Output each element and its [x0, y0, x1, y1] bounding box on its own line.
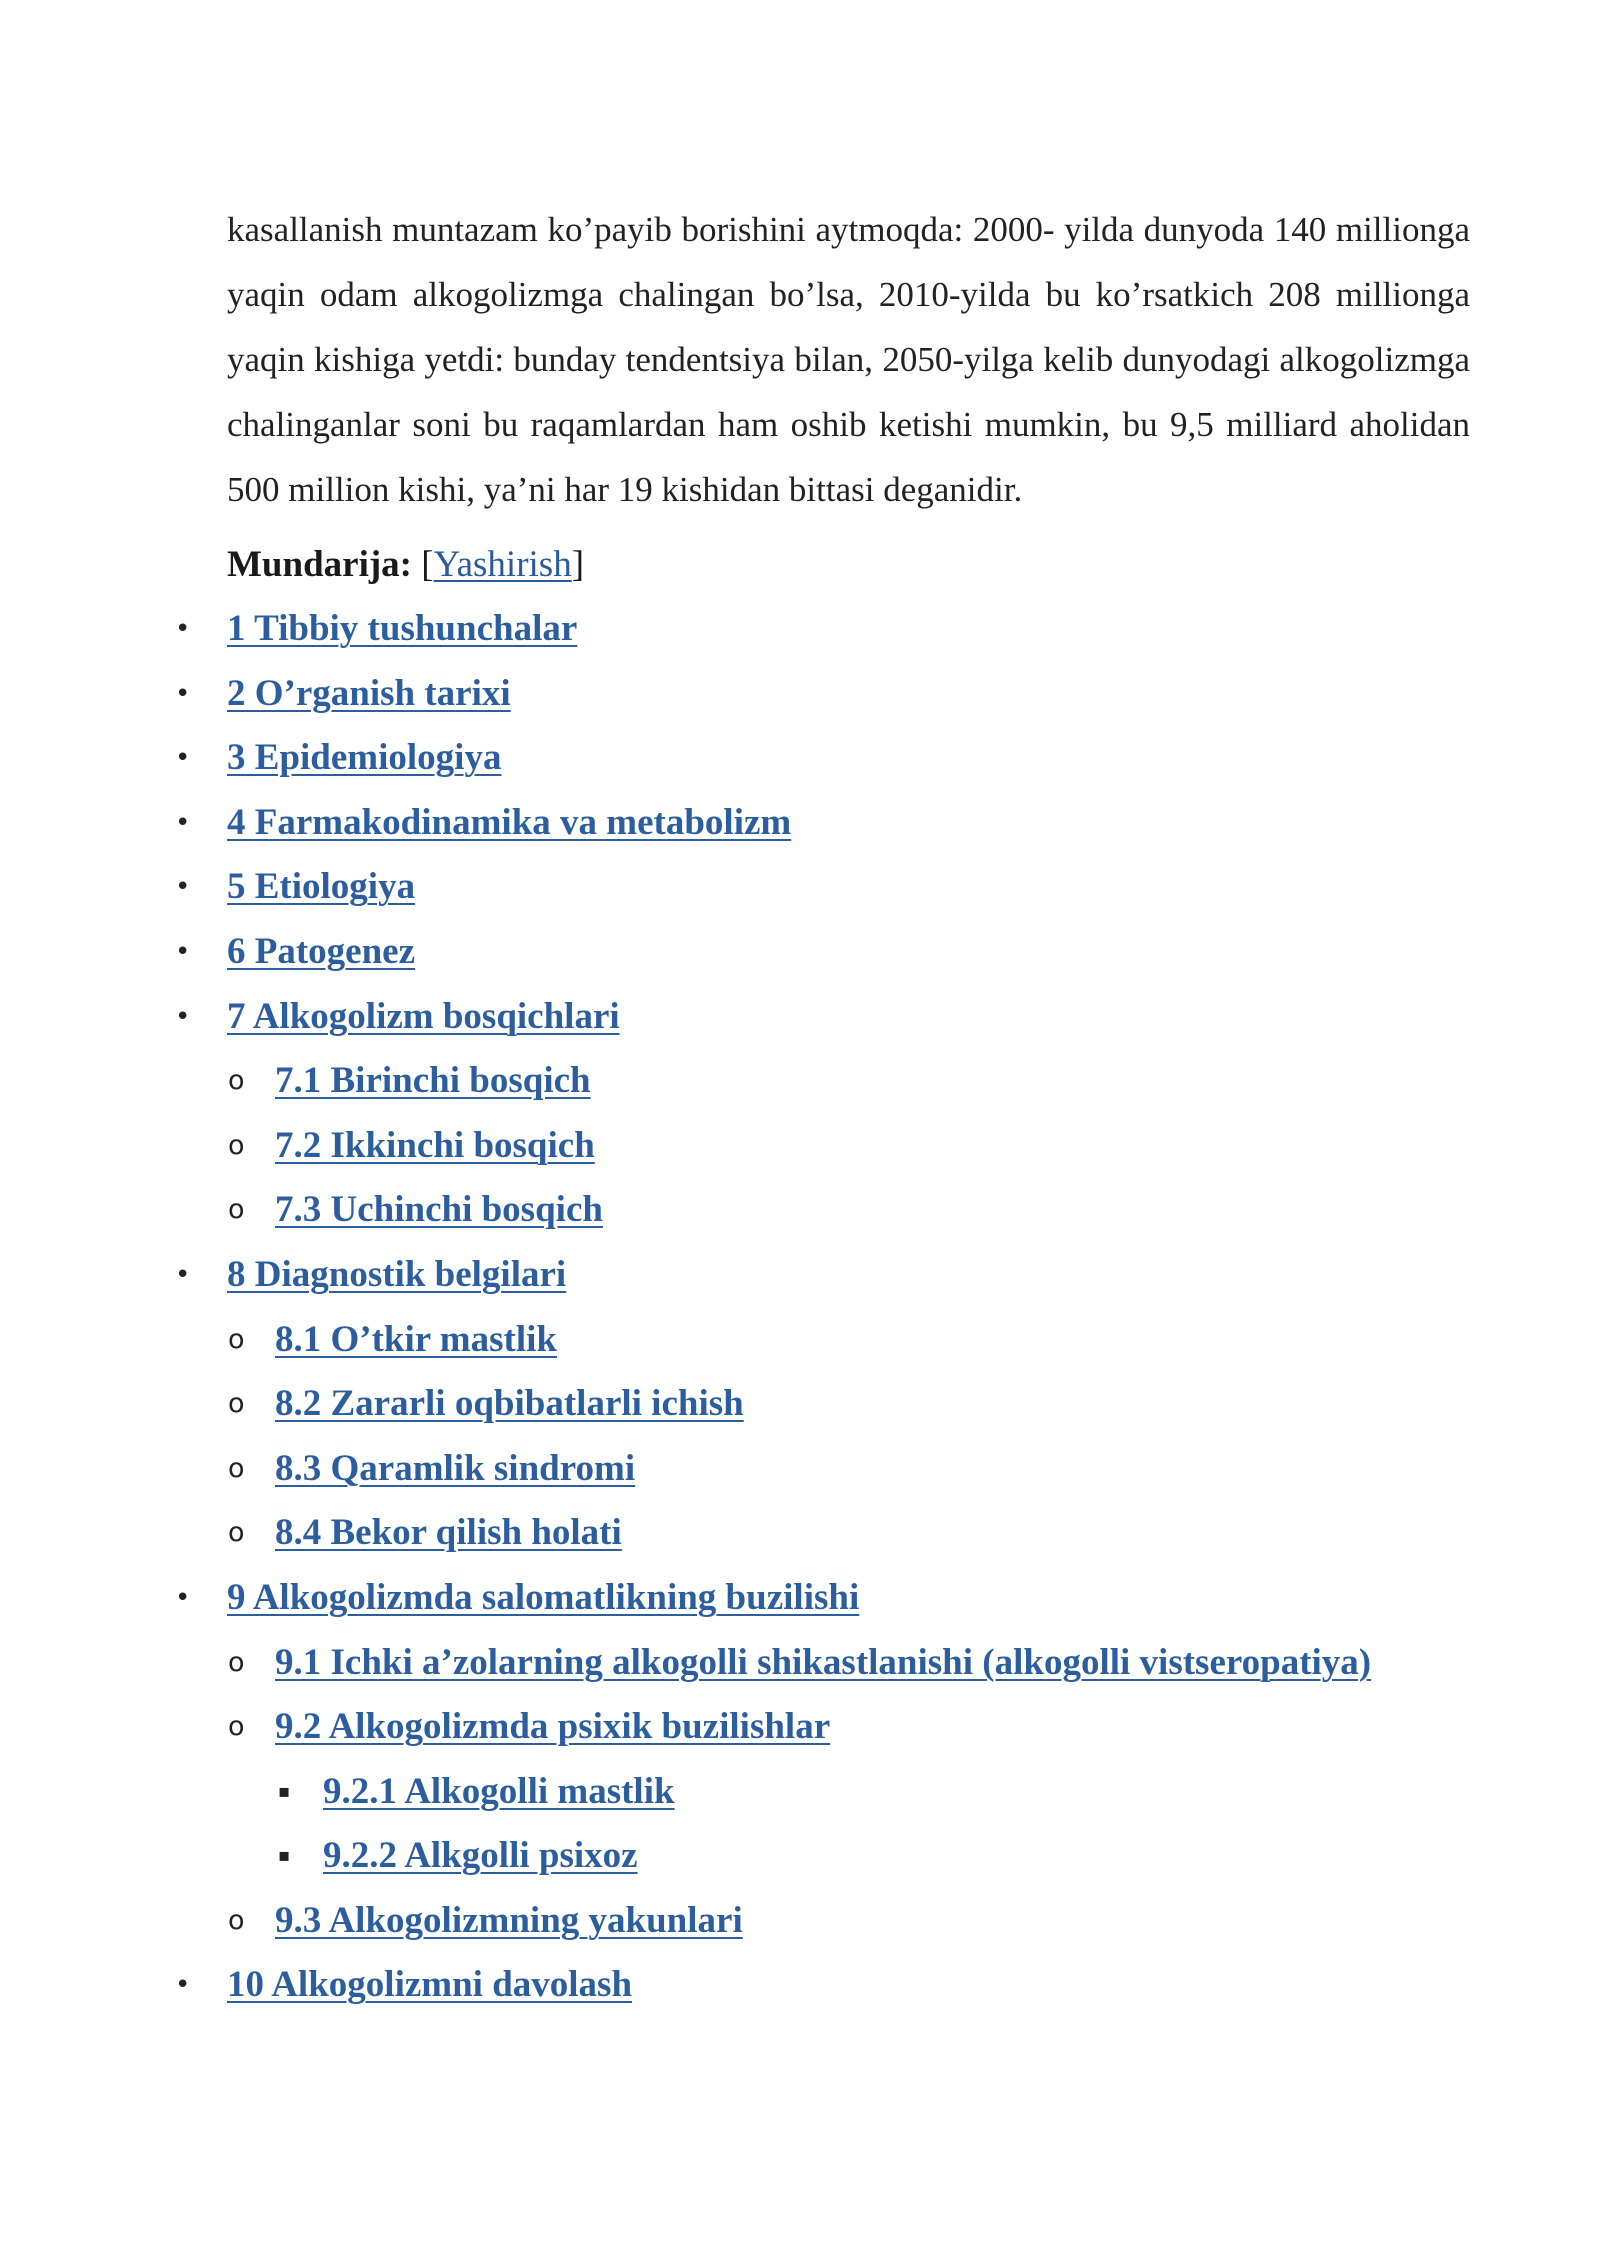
toc-link[interactable]: 9.2.2 Alkgolli psixoz — [323, 1835, 638, 1877]
toc-bullet-icon: • — [175, 807, 191, 838]
toc-link[interactable]: 9.3 Alkogolizmning yakunlari — [275, 1899, 743, 1941]
toc-item — [0, 1243, 1600, 1308]
toc-item — [0, 920, 1600, 985]
toc-item — [0, 1501, 1600, 1566]
toc-item — [0, 1372, 1600, 1437]
toc-bullet-icon: • — [175, 1259, 191, 1290]
toc-item — [0, 1437, 1600, 1502]
toc-link[interactable]: 9 Alkogolizmda salomatlikning buzilishi — [227, 1576, 860, 1618]
toc-label: Mundarija: — [227, 544, 412, 585]
toc-link[interactable]: 9.2 Alkogolizmda psixik buzilishlar — [275, 1706, 831, 1748]
toc-bullet-icon: o — [228, 1646, 245, 1678]
toc-item — [0, 1953, 1600, 2018]
toc-item — [0, 1049, 1600, 1114]
toc-bullet-icon: • — [175, 1970, 191, 2001]
toc-link[interactable]: 7.1 Birinchi bosqich — [275, 1060, 591, 1102]
toc-link[interactable]: 3 Epidemiologiya — [227, 737, 502, 779]
body-paragraph: kasallanish muntazam ko’payib borishini aytmoqda: 2000- yilda dunyoda 140 millionga yaqin odam alkogolizmga chalingan bo’lsa, 2010-yilda bu ko’rsatkich 208 millionga yaqin kishiga yetdi: bunday tendentsiya bilan, 2050-yilga kelib dunyodagi alkogolizmga chalinganlar soni bu raqamlardan ham oshib ketishi mumkin, bu 9,5 milliard aholidan 500 million kishi, ya’ni har 19 kishidan bittasi deganidir. — [227, 210, 1470, 509]
toc-bracket-open: [ — [421, 544, 434, 585]
toc-item — [0, 1889, 1600, 1954]
toc-bullet-icon: • — [175, 614, 191, 644]
toc-item — [0, 1566, 1600, 1631]
toc-link[interactable]: 2 O’rganish tarixi — [227, 672, 511, 714]
toc-item — [0, 791, 1600, 856]
toc-item — [0, 726, 1600, 791]
toc-link[interactable]: 9.1 Ichki a’zolarning alkogolli shikastlanishi (alkogolli vistseropatiya) — [275, 1641, 1372, 1683]
table-of-contents — [0, 597, 1600, 2018]
toc-item — [0, 855, 1600, 920]
toc-bullet-icon: • — [175, 1001, 191, 1032]
toc-link[interactable]: 7 Alkogolizm bosqichlari — [227, 995, 620, 1037]
toc-item — [0, 1760, 1600, 1825]
toc-item — [0, 1824, 1600, 1889]
toc-item — [0, 597, 1600, 662]
toc-bullet-icon: ▪ — [278, 1845, 291, 1867]
toc-link[interactable]: 7.3 Uchinchi bosqich — [275, 1189, 603, 1231]
toc-link[interactable]: 8.4 Bekor qilish holati — [275, 1512, 622, 1554]
toc-bullet-icon: ▪ — [278, 1780, 291, 1802]
toc-link[interactable]: 5 Etiologiya — [227, 866, 416, 908]
toc-bullet-icon: • — [175, 936, 191, 967]
toc-bullet-icon: o — [228, 1517, 245, 1549]
toc-bullet-icon: o — [228, 1452, 245, 1484]
toc-link[interactable]: 8.1 O’tkir mastlik — [275, 1318, 557, 1360]
toc-link[interactable]: 9.2.1 Alkogolli mastlik — [323, 1770, 675, 1812]
toc-bullet-icon: o — [228, 1388, 245, 1420]
toc-link[interactable]: 7.2 Ikkinchi bosqich — [275, 1124, 595, 1166]
toc-bullet-icon: o — [228, 1711, 245, 1743]
toc-link[interactable]: 1 Tibbiy tushunchalar — [227, 608, 578, 649]
toc-bracket-close: ] — [571, 544, 585, 585]
toc-link[interactable]: 4 Farmakodinamika va metabolizm — [227, 801, 792, 843]
toc-hide-link[interactable]: Yashirish — [433, 544, 572, 585]
toc-heading — [227, 532, 584, 597]
toc-bullet-icon: • — [175, 1582, 191, 1613]
toc-bullet-icon: o — [228, 1904, 245, 1936]
toc-bullet-icon: o — [228, 1065, 245, 1097]
toc-link[interactable]: 8.2 Zararli oqbibatlarli ichish — [275, 1383, 744, 1425]
toc-bullet-icon: o — [228, 1323, 245, 1355]
toc-link[interactable]: 6 Patogenez — [227, 930, 416, 972]
toc-item — [0, 1178, 1600, 1243]
toc-bullet-icon: o — [228, 1129, 245, 1161]
toc-item — [0, 1114, 1600, 1179]
toc-link[interactable]: 10 Alkogolizmni davolash — [227, 1964, 633, 2006]
toc-item — [0, 1695, 1600, 1760]
toc-link[interactable]: 8.3 Qaramlik sindromi — [275, 1447, 636, 1489]
toc-bullet-icon: • — [175, 743, 191, 774]
toc-item — [0, 1308, 1600, 1373]
toc-bullet-icon: • — [175, 872, 191, 903]
toc-link[interactable]: 8 Diagnostik belgilari — [227, 1253, 567, 1295]
toc-item — [0, 985, 1600, 1050]
toc-bullet-icon: o — [228, 1194, 245, 1226]
toc-item — [0, 662, 1600, 727]
toc-item — [0, 1631, 1600, 1696]
toc-bullet-icon: • — [175, 678, 191, 709]
